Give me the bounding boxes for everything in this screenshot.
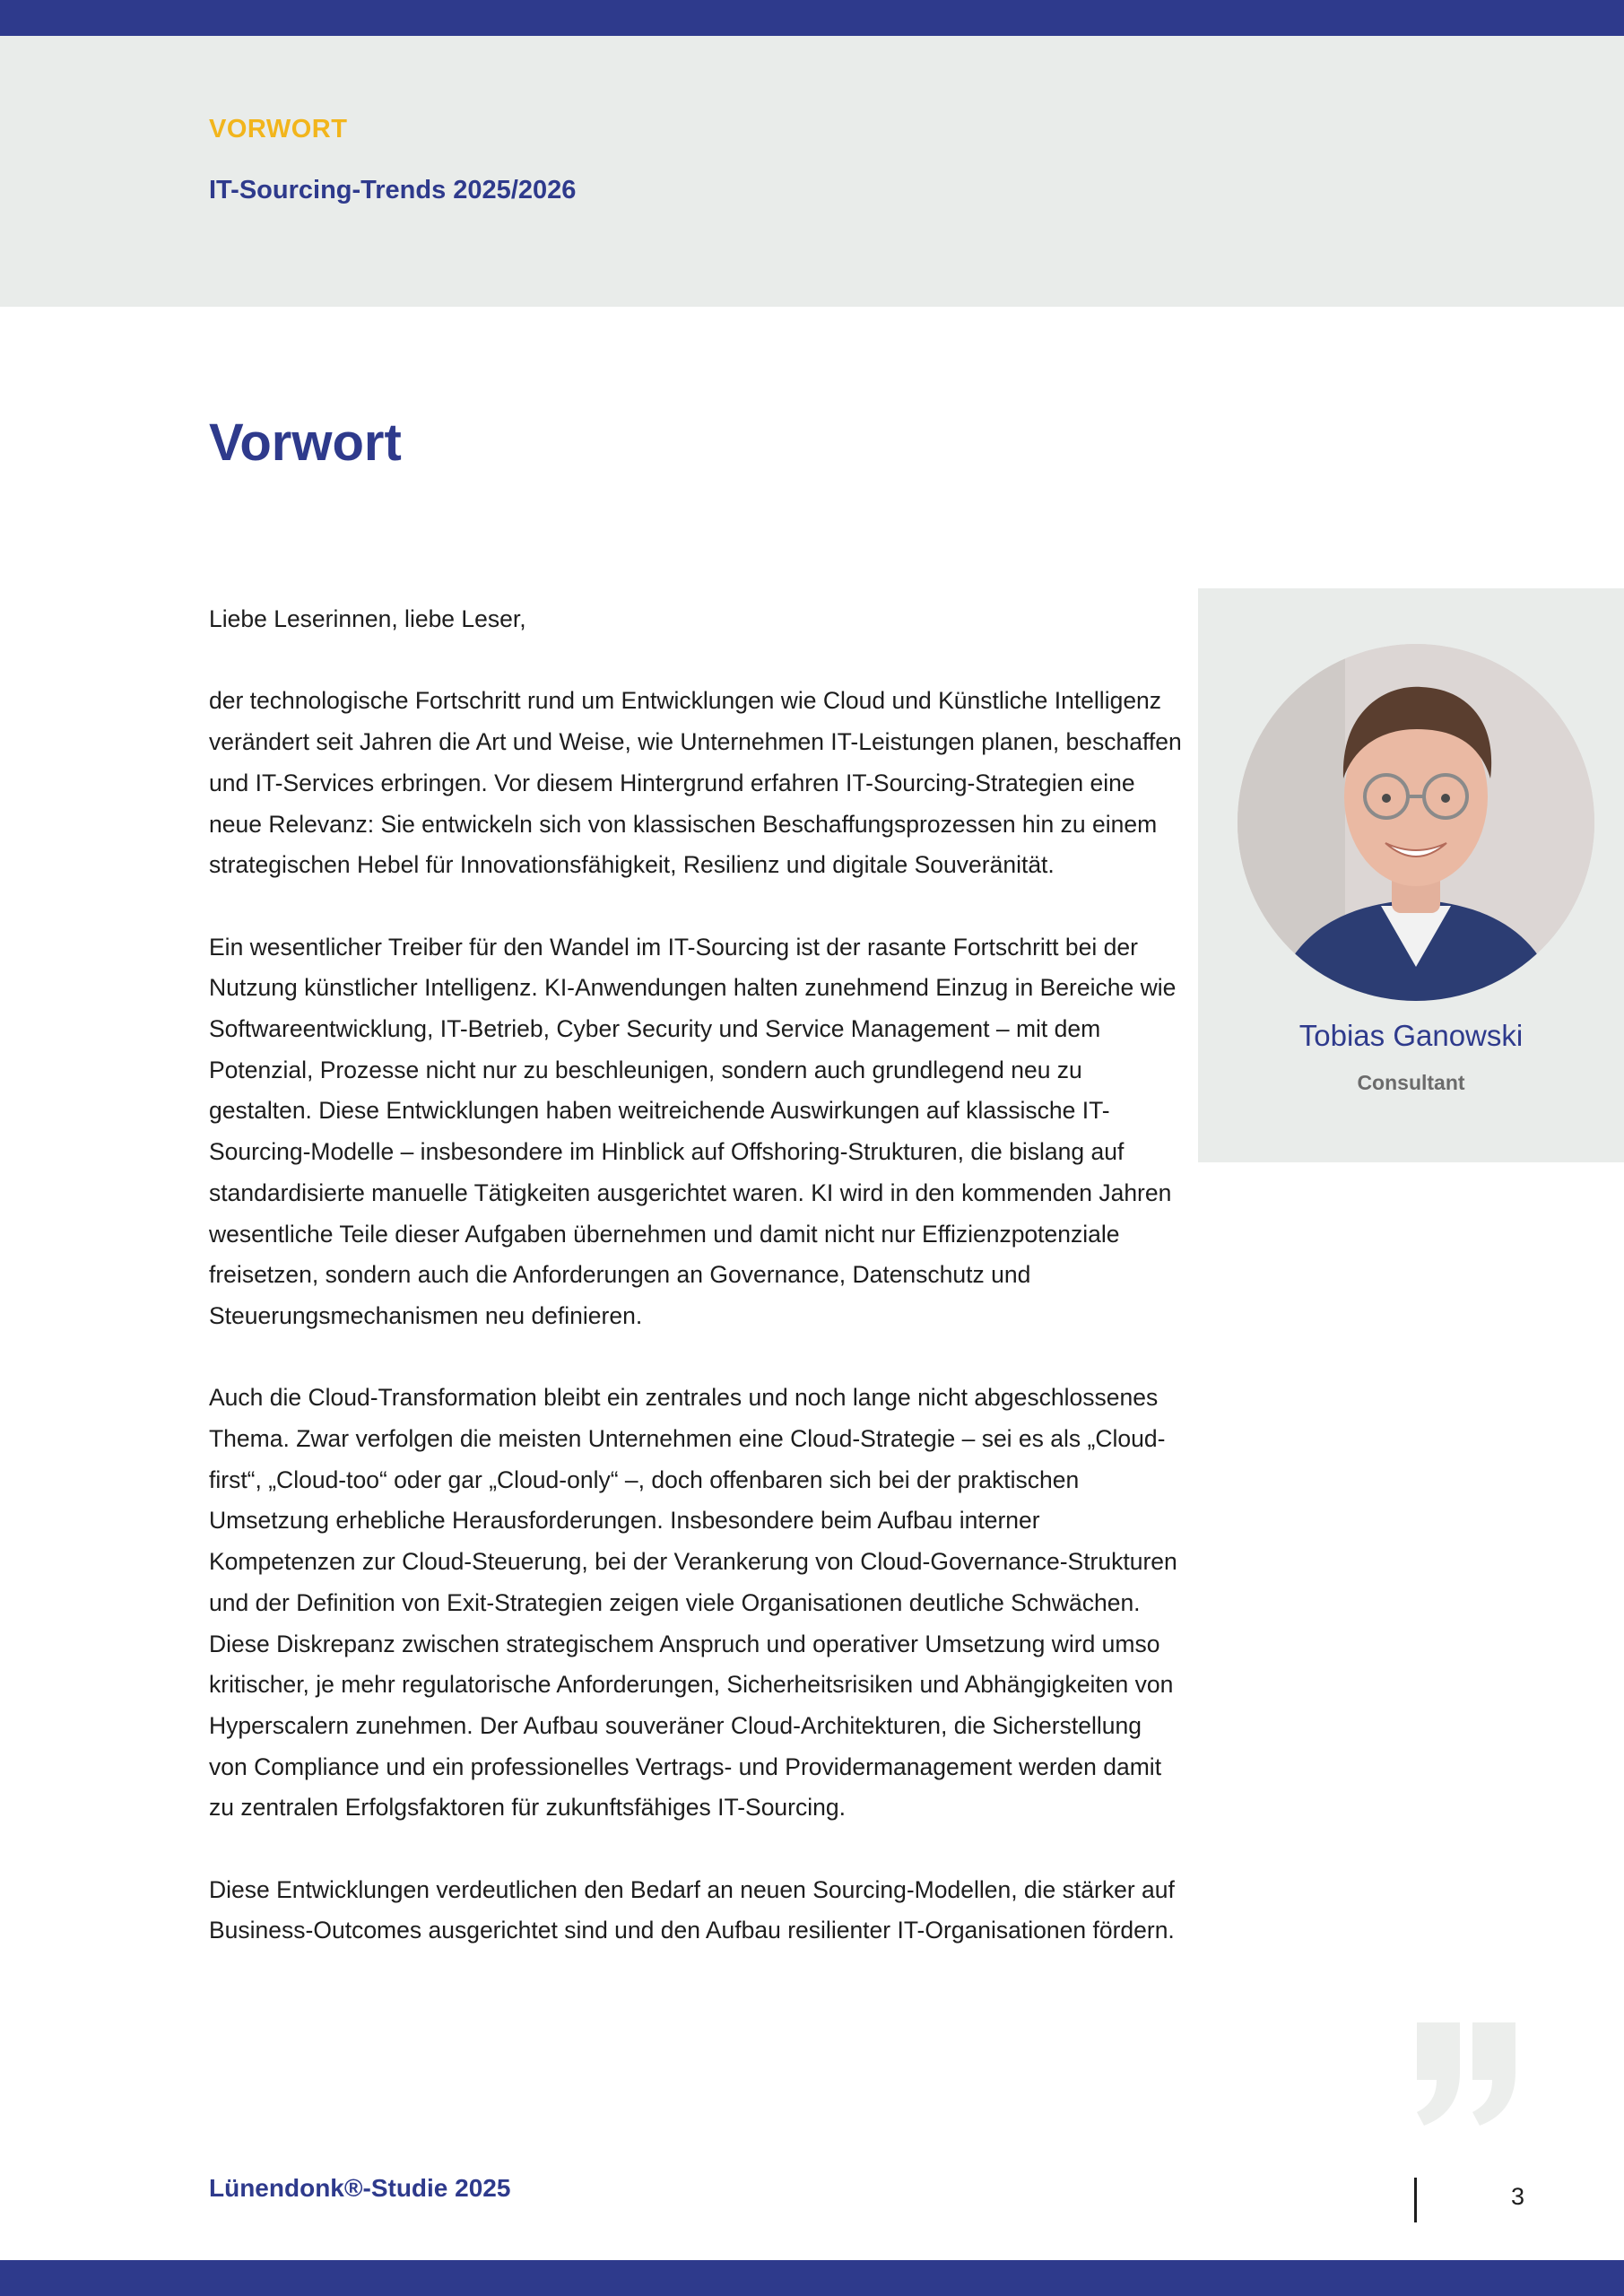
- paragraph: der technologische Fortschritt rund um Entwicklungen wie Cloud und Künstliche Intelligenz verändert seit Jahren die Art und Weise, wie Unternehmen IT-Leistungen planen, beschaffen und IT-Services erbringen. Vor diesem Hintergrund erfahren IT-Sourcing-Strategien eine neue Relevanz: Sie entwickeln sich von klassischen Beschaffungsprozessen hin zu einem strategischen Hebel für Innovationsfähigkeit, Resilienz und digitale Souveränität.: [209, 687, 1182, 879]
- paragraph: Auch die Cloud-Transformation bleibt ein zentrales und noch lange nicht abgeschlossenes Thema. Zwar verfolgen die meisten Unternehmen eine Cloud-Strategie – sei es als „Cloud-first“, „Cloud-too“ oder gar „Cloud-only“ –, doch offenbaren sich bei der praktischen Umsetzung erhebliche Herausforderungen. Insbesondere beim Aufbau interner Kompetenzen zur Cloud-Steuerung, bei der Verankerung von Cloud-Governance-Strukturen und der Definition von Exit-Strategien zeigen viele Organisationen deutliche Schwächen. Diese Diskrepanz zwischen strategischem Anspruch und operativer Umsetzung wird umso kritischer, je mehr regulatorische Anforderungen, Sicherheitsrisiken und Abhängigkeiten von Hyperscalern zunehmen. Der Aufbau souveräner Cloud-Architekturen, die Sicherstellung von Compliance und ein professionelles Vertrags- und Providermanagement werden damit zu zentralen Erfolgsfaktoren für zukunftsfähiges IT-Sourcing.: [209, 1384, 1177, 1822]
- closing-quote-icon: [1408, 2022, 1524, 2126]
- footer-divider: [1414, 2178, 1417, 2222]
- top-accent-bar: [0, 0, 1624, 36]
- page-title: Vorwort: [209, 413, 402, 472]
- footer-brand: Lünendonk®-Studie 2025: [209, 2174, 511, 2202]
- foreword-body: [209, 599, 1182, 1993]
- greeting: Liebe Leserinnen, liebe Leser,: [209, 605, 526, 632]
- paragraph: Diese Entwicklungen verdeutlichen den Bedarf an neuen Sourcing-Modellen, die stärker auf Business-Outcomes ausgerichtet sind und den Aufbau resilienter IT-Organisationen fördern.: [209, 1875, 1175, 1944]
- author-card: [1198, 588, 1624, 1162]
- paragraph: Ein wesentlicher Treiber für den Wandel im IT-Sourcing ist der rasante Fortschritt bei der Nutzung künstlicher Intelligenz. KI-Anwendungen halten zunehmend Einzug in Bereiche wie Softwareentwicklung, IT-Betrieb, Cyber Security und Service Management – mit dem Potenzial, Prozesse nicht nur zu beschleunigen, sondern auch grundlegend neu zu gestalten. Diese Entwicklungen haben weitreichende Auswirkungen auf klassische IT-Sourcing-Modelle – insbesondere im Hinblick auf Offshoring-Strukturen, die bislang auf standardisierte manuelle Tätigkeiten ausgerichtet waren. KI wird in den kommenden Jahren wesentliche Teile dieser Aufgaben übernehmen und damit nicht nur Effizienzpotenziale freisetzen, sondern auch die Anforderungen an Governance, Datenschutz und Steuerungsmechanismen neu definieren.: [209, 933, 1177, 1329]
- document-subtitle: IT-Sourcing-Trends 2025/2026: [209, 176, 577, 204]
- header-band: [0, 36, 1624, 307]
- author-portrait: [1238, 644, 1594, 1001]
- page-number: 3: [1510, 2183, 1524, 2210]
- portrait-illustration: [1238, 644, 1594, 1001]
- section-label: VORWORT: [209, 115, 348, 144]
- author-name: Tobias Ganowski: [1298, 1019, 1524, 1052]
- bottom-accent-bar: [0, 2260, 1624, 2296]
- author-role: Consultant: [1357, 1071, 1465, 1094]
